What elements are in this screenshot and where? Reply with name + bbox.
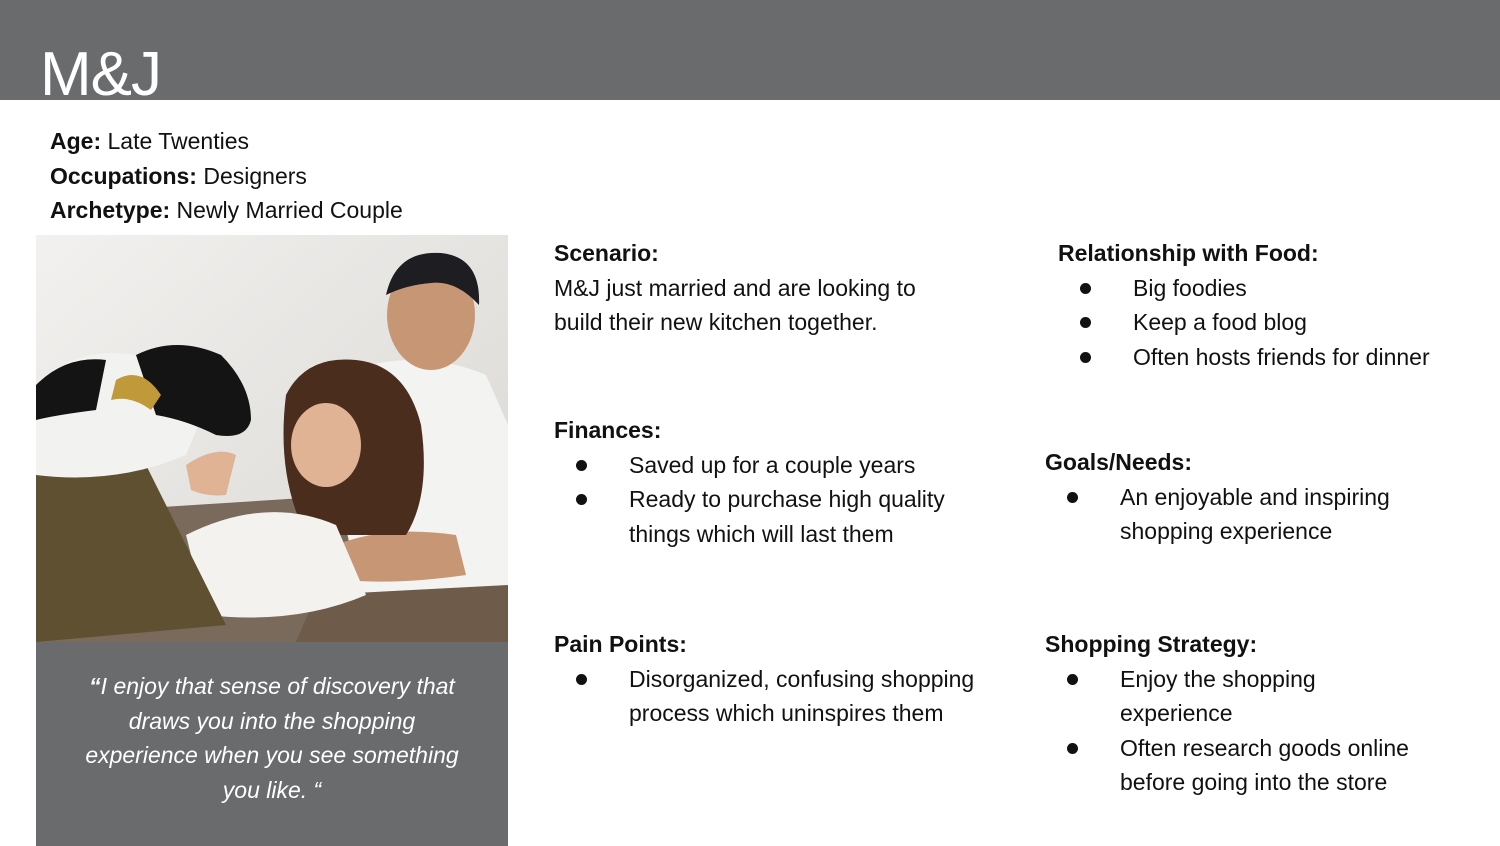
couple-photo <box>36 235 508 642</box>
list-item-line: Saved up for a couple years <box>629 451 916 478</box>
pain-points-heading: Pain Points: <box>554 631 687 657</box>
bullet-icon <box>576 494 587 505</box>
list-item <box>1058 271 1488 306</box>
occupation-label: Occupations: <box>50 162 197 189</box>
quote-open-mark: “ <box>89 673 101 699</box>
bullet-icon <box>1080 352 1091 363</box>
goals-needs-section <box>1045 445 1485 549</box>
list-item-line: Disorganized, confusing shopping <box>629 665 975 692</box>
persona-meta <box>50 124 403 228</box>
occupation-row <box>50 159 403 194</box>
list-item-line: Ready to purchase high quality <box>629 486 945 512</box>
scenario-section <box>554 236 916 340</box>
list-item <box>1045 662 1485 731</box>
list-item-line: Big foodies <box>1133 274 1247 301</box>
scenario-line: build their new kitchen together. <box>554 309 878 335</box>
list-item <box>1058 305 1488 340</box>
finances-heading: Finances: <box>554 417 662 443</box>
goals-needs-heading: Goals/Needs: <box>1045 449 1192 475</box>
list-item-line: An enjoyable and inspiring <box>1120 483 1390 510</box>
list-item-line: experience <box>1120 700 1233 726</box>
bullet-icon <box>1080 283 1091 294</box>
quote-body: I enjoy that sense of discovery that draws you into the shopping experience when you see something you like. “ <box>85 673 459 803</box>
list-item <box>1045 480 1485 549</box>
relationship-with-food-list <box>1058 271 1488 375</box>
list-item <box>1045 731 1485 800</box>
bullet-icon <box>1067 743 1078 754</box>
couple-photo-illustration <box>36 235 508 642</box>
pain-points-list <box>554 662 1034 731</box>
archetype-value: Newly Married Couple <box>176 197 403 223</box>
relationship-with-food-section <box>1058 236 1488 374</box>
bullet-icon <box>1067 492 1078 503</box>
bullet-icon <box>576 674 587 685</box>
bullet-icon <box>1067 674 1078 685</box>
bullet-icon <box>1080 317 1091 328</box>
list-item <box>554 662 1034 731</box>
finances-section <box>554 413 1034 551</box>
persona-title: M&J <box>40 40 161 109</box>
shopping-strategy-list <box>1045 662 1485 800</box>
scenario-line: M&J just married and are looking to <box>554 274 916 301</box>
list-item-line: Enjoy the shopping <box>1120 665 1316 692</box>
age-value: Late Twenties <box>107 128 250 154</box>
pain-points-section <box>554 627 1034 731</box>
list-item-line: Keep a food blog <box>1133 309 1307 335</box>
goals-needs-list <box>1045 480 1485 549</box>
list-item-line: Often research goods online <box>1120 734 1409 761</box>
list-item-line: process which uninspires them <box>629 700 944 726</box>
persona-quote <box>70 669 474 807</box>
occupation-value: Designers <box>203 162 307 189</box>
archetype-row <box>50 193 403 228</box>
archetype-label: Archetype: <box>50 197 171 223</box>
age-row <box>50 124 403 159</box>
relationship-with-food-heading: Relationship with Food: <box>1058 240 1319 266</box>
list-item <box>1058 340 1488 375</box>
shopping-strategy-heading: Shopping Strategy: <box>1045 631 1258 657</box>
list-item <box>554 448 1034 483</box>
bullet-icon <box>576 460 587 471</box>
list-item-line: things which will last them <box>629 520 894 547</box>
list-item-line: before going into the store <box>1120 769 1388 795</box>
list-item <box>554 482 1034 551</box>
scenario-heading: Scenario: <box>554 240 659 266</box>
shopping-strategy-section <box>1045 627 1485 800</box>
finances-list <box>554 448 1034 552</box>
list-item-line: shopping experience <box>1120 518 1333 544</box>
age-label: Age: <box>50 128 102 154</box>
header-bar <box>0 0 1500 100</box>
list-item-line: Often hosts friends for dinner <box>1133 343 1430 370</box>
